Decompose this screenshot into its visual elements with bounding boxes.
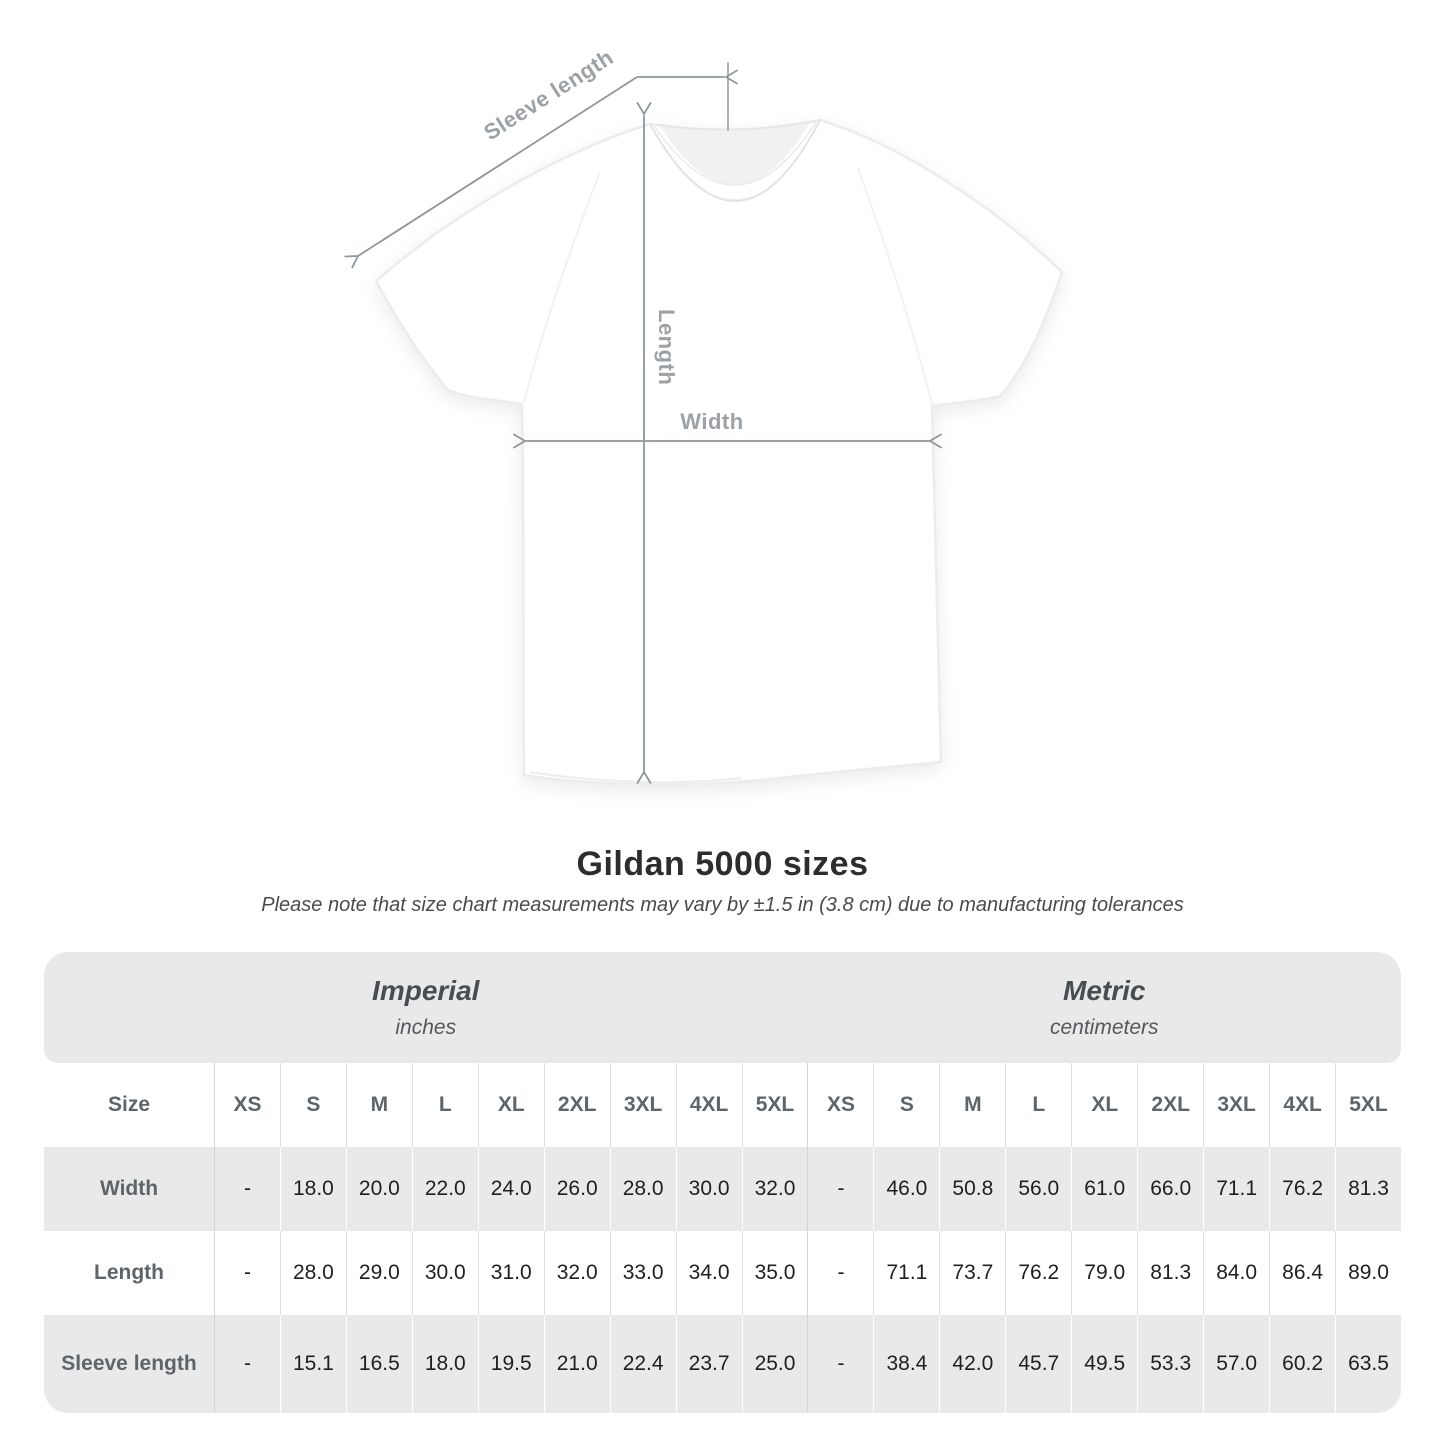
table-cell: 38.4: [873, 1315, 939, 1413]
table-cell: 49.5: [1071, 1315, 1137, 1413]
table-cell: 19.5: [478, 1315, 544, 1413]
table-cell: 21.0: [544, 1315, 610, 1413]
table-cell: 86.4: [1269, 1231, 1335, 1315]
tshirt-shape: [376, 120, 1062, 784]
size-column-header: L: [1005, 1063, 1071, 1147]
table-cell: 53.3: [1137, 1315, 1203, 1413]
table-cell: 46.0: [873, 1147, 939, 1231]
table-cell: 32.0: [742, 1147, 808, 1231]
size-column-header: 5XL: [742, 1063, 808, 1147]
table-cell: -: [807, 1315, 873, 1413]
size-column-header: 5XL: [1335, 1063, 1401, 1147]
table-cell: 18.0: [412, 1315, 478, 1413]
table-cell: 29.0: [346, 1231, 412, 1315]
table-cell: 81.3: [1335, 1147, 1401, 1231]
size-column-header: XL: [1071, 1063, 1137, 1147]
table-cell: 22.4: [610, 1315, 676, 1413]
table-cell: 20.0: [346, 1147, 412, 1231]
size-table: [44, 952, 1401, 1413]
size-column-header: 2XL: [1137, 1063, 1203, 1147]
length-label: Length: [654, 309, 679, 386]
table-cell: 57.0: [1203, 1315, 1269, 1413]
table-cell: 28.0: [610, 1147, 676, 1231]
imperial-unit-label: inches: [395, 1016, 457, 1039]
size-column-header: 3XL: [1203, 1063, 1269, 1147]
metric-label: Metric: [1063, 975, 1146, 1006]
table-cell: 18.0: [280, 1147, 346, 1231]
width-label: Width: [680, 409, 744, 434]
size-column-header: S: [280, 1063, 346, 1147]
size-column-header: M: [346, 1063, 412, 1147]
table-cell: 45.7: [1005, 1315, 1071, 1413]
row-label: Sleeve length: [61, 1352, 197, 1375]
table-row: [44, 1063, 1401, 1147]
tolerance-note: Please note that size chart measurements may vary by ±1.5 in (3.8 cm) due to manufacturing tolerances: [261, 894, 1184, 916]
table-cell: 25.0: [742, 1315, 808, 1413]
table-cell: 71.1: [1203, 1147, 1269, 1231]
table-cell: 35.0: [742, 1231, 808, 1315]
table-cell: 22.0: [412, 1147, 478, 1231]
table-cell: -: [214, 1147, 280, 1231]
table-cell: 81.3: [1137, 1231, 1203, 1315]
size-column-header: M: [939, 1063, 1005, 1147]
row-label: Length: [94, 1261, 164, 1284]
table-cell: 56.0: [1005, 1147, 1071, 1231]
table-cell: 73.7: [939, 1231, 1005, 1315]
table-cell: 34.0: [676, 1231, 742, 1315]
table-cell: 50.8: [939, 1147, 1005, 1231]
size-column-header: S: [873, 1063, 939, 1147]
table-cell: -: [807, 1231, 873, 1315]
size-column-header: 4XL: [1269, 1063, 1335, 1147]
table-cell: 23.7: [676, 1315, 742, 1413]
table-cell: 79.0: [1071, 1231, 1137, 1315]
table-cell: 15.1: [280, 1315, 346, 1413]
size-column-header: 2XL: [544, 1063, 610, 1147]
size-table-rows: [44, 1063, 1401, 1413]
table-cell: 63.5: [1335, 1315, 1401, 1413]
table-cell: -: [214, 1231, 280, 1315]
table-cell: 71.1: [873, 1231, 939, 1315]
table-cell: 61.0: [1071, 1147, 1137, 1231]
page-title: Gildan 5000 sizes: [576, 845, 869, 883]
metric-section-header: [808, 952, 1402, 1063]
table-cell: 30.0: [676, 1147, 742, 1231]
table-cell: 84.0: [1203, 1231, 1269, 1315]
table-cell: 33.0: [610, 1231, 676, 1315]
metric-unit-label: centimeters: [1049, 1016, 1159, 1039]
size-column-header: XS: [214, 1063, 280, 1147]
table-cell: 28.0: [280, 1231, 346, 1315]
sleeve-length-label: Sleeve length: [479, 44, 618, 146]
table-cell: 76.2: [1269, 1147, 1335, 1231]
size-column-header: 3XL: [610, 1063, 676, 1147]
table-row: [44, 1315, 1401, 1413]
size-column-header: L: [412, 1063, 478, 1147]
imperial-label: Imperial: [372, 975, 480, 1006]
imperial-section-header: [44, 952, 808, 1063]
table-cell: 32.0: [544, 1231, 610, 1315]
table-cell: -: [214, 1315, 280, 1413]
table-cell: -: [807, 1147, 873, 1231]
size-column-header: XL: [478, 1063, 544, 1147]
size-header-cell: Size: [107, 1093, 151, 1116]
table-cell: 31.0: [478, 1231, 544, 1315]
table-cell: 66.0: [1137, 1147, 1203, 1231]
table-row: [44, 1147, 1401, 1231]
table-cell: 16.5: [346, 1315, 412, 1413]
size-column-header: 4XL: [676, 1063, 742, 1147]
table-cell: 30.0: [412, 1231, 478, 1315]
table-cell: 24.0: [478, 1147, 544, 1231]
size-column-header: XS: [807, 1063, 873, 1147]
table-cell: 76.2: [1005, 1231, 1071, 1315]
table-cell: 42.0: [939, 1315, 1005, 1413]
table-cell: 26.0: [544, 1147, 610, 1231]
table-cell: 60.2: [1269, 1315, 1335, 1413]
table-cell: 89.0: [1335, 1231, 1401, 1315]
units-header-band: [44, 952, 1401, 1063]
table-row: [44, 1231, 1401, 1315]
row-label: Width: [99, 1177, 159, 1200]
